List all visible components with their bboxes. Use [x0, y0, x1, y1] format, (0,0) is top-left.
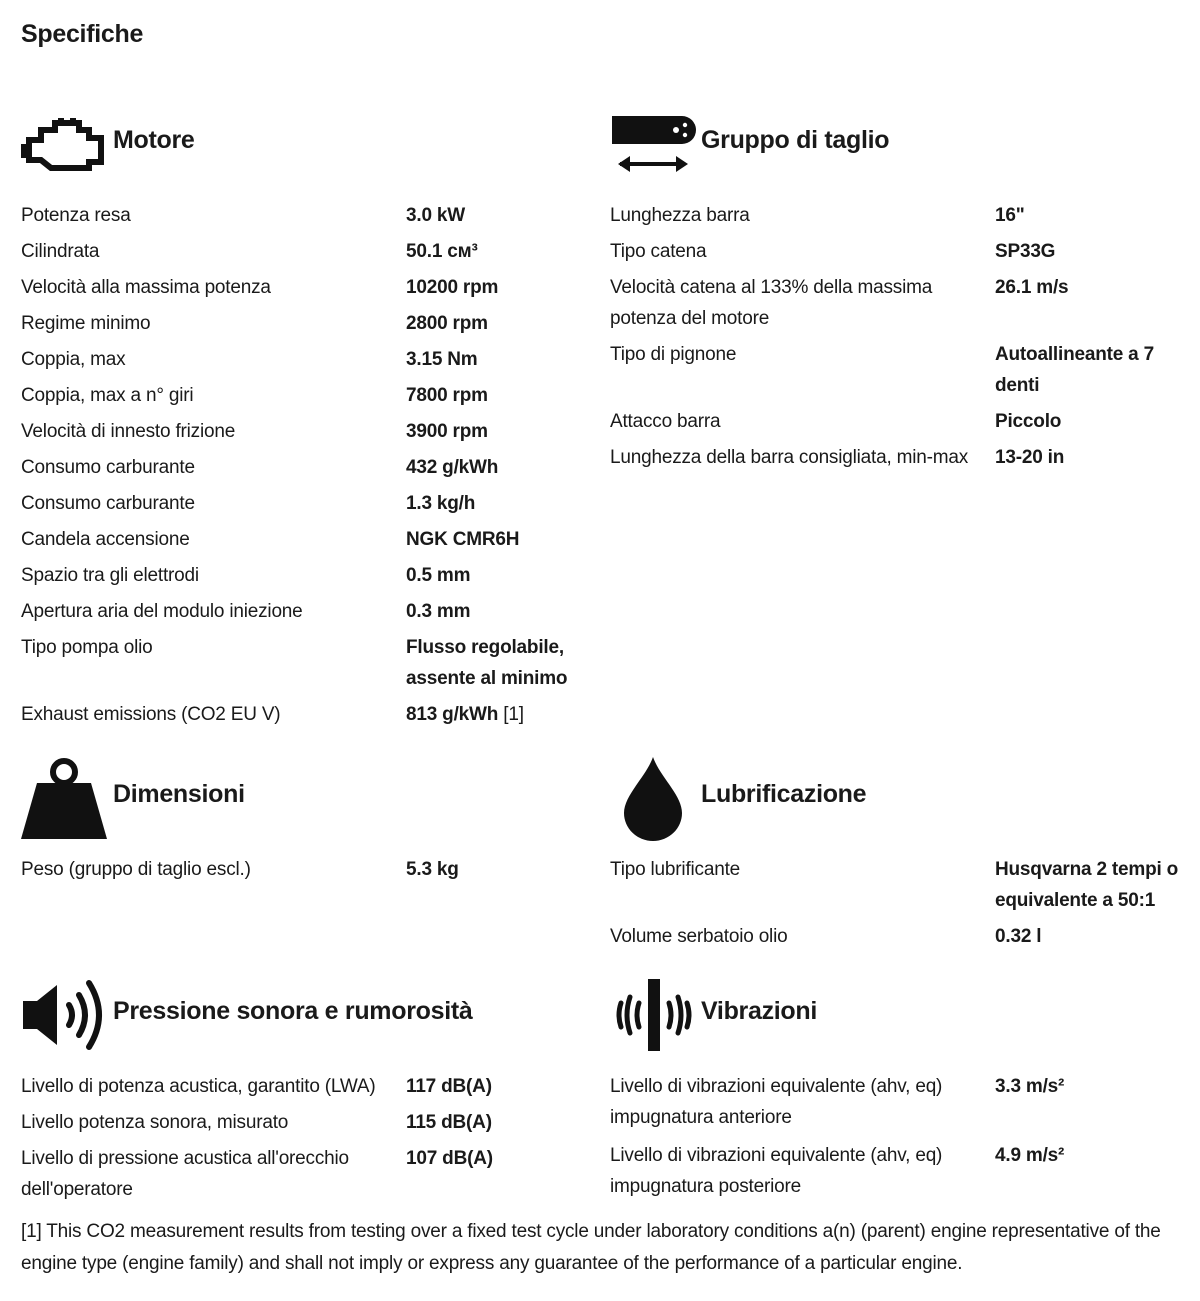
section-header-motore: [21, 110, 581, 200]
spec-row: [21, 488, 581, 524]
spec-row: [21, 452, 581, 488]
spec-value: 26.1 m/s: [995, 277, 1069, 298]
spec-value: NGK CMR6H: [406, 529, 520, 550]
spec-value: 115 dB(A): [406, 1112, 492, 1133]
spec-label: Cilindrata: [21, 241, 100, 262]
spec-value: 3.3 m/s²: [995, 1076, 1065, 1097]
spec-value: 50.1 см³: [406, 241, 478, 262]
spec-row: [21, 308, 581, 344]
spec-label: Consumo carburante: [21, 457, 195, 478]
spec-row: [610, 406, 1190, 442]
spec-row: [21, 524, 581, 560]
spec-row: [21, 236, 581, 272]
spec-row: [21, 272, 581, 308]
spec-row: [610, 921, 1190, 957]
section-title-motore: Motore: [113, 126, 195, 154]
spec-label: Velocità alla massima potenza: [21, 277, 271, 298]
spec-label: Lunghezza barra: [610, 205, 750, 226]
spec-label: Candela accensione: [21, 529, 190, 550]
spec-label: Lunghezza della barra consigliata, min-max: [610, 447, 969, 468]
spec-value: 16": [995, 205, 1025, 226]
page-title: Specifiche: [21, 20, 144, 48]
section-header-dimensioni: [21, 755, 581, 845]
oil-drop-icon: [622, 755, 684, 841]
spec-value: 0.3 mm: [406, 601, 471, 622]
spec-row: [21, 632, 581, 699]
spec-value: 13-20 in: [995, 447, 1065, 468]
spec-value: 3.15 Nm: [406, 349, 478, 370]
spec-label: Livello di vibrazioni equivalente (ahv, eq) impugnatura anteriore: [610, 1076, 943, 1128]
spec-label: Tipo lubrificante: [610, 859, 741, 880]
spec-row: [21, 200, 581, 236]
spec-label: Volume serbatoio olio: [610, 926, 788, 947]
chainsaw-bar-icon: [610, 114, 696, 176]
spec-value: Piccolo: [995, 411, 1062, 432]
spec-value-text: 813 g/kWh: [406, 704, 499, 725]
spec-label: Consumo carburante: [21, 493, 195, 514]
spec-label: Livello di vibrazioni equivalente (ahv, eq) impugnatura posteriore: [610, 1145, 943, 1197]
spec-label: Livello di pressione acustica all'orecchio dell'operatore: [21, 1148, 349, 1200]
spec-label: Peso (gruppo di taglio escl.): [21, 859, 251, 880]
spec-label: Velocità catena al 133% della massima potenza del motore: [610, 277, 933, 329]
spec-label: Coppia, max a n° giri: [21, 385, 194, 406]
spec-label: Tipo di pignone: [610, 344, 737, 365]
spec-value: 7800 rpm: [406, 385, 488, 406]
spec-value: 3.0 kW: [406, 205, 465, 226]
section-header-vibrazioni: [610, 975, 1190, 1065]
spec-label: Exhaust emissions (CO2 EU V): [21, 704, 281, 725]
spec-label: Tipo catena: [610, 241, 707, 262]
spec-row: [610, 272, 1190, 339]
spec-list-vibrazioni: [610, 1071, 1190, 1207]
section-title-gruppo-di-taglio: Gruppo di taglio: [701, 126, 890, 154]
section-title-dimensioni: Dimensioni: [113, 780, 245, 808]
spec-label: Tipo pompa olio: [21, 637, 153, 658]
spec-list-motore: [21, 200, 581, 735]
footnote-ref: [1]: [498, 704, 524, 725]
weight-icon: [21, 755, 109, 841]
spec-row: [21, 380, 581, 416]
spec-label: Livello di potenza acustica, garantito (LWA): [21, 1076, 376, 1097]
spec-value: 107 dB(A): [406, 1148, 493, 1169]
spec-row: [610, 442, 1190, 478]
spec-row: [21, 699, 581, 735]
spec-row: [21, 1071, 581, 1107]
spec-label: Apertura aria del modulo iniezione: [21, 601, 303, 622]
spec-label: Spazio tra gli elettrodi: [21, 565, 199, 586]
spec-label: Livello potenza sonora, misurato: [21, 1112, 289, 1133]
section-header-pressione-sonora: [21, 975, 581, 1065]
spec-value: 5.3 kg: [406, 859, 459, 880]
vibration-icon: [610, 977, 698, 1053]
spec-value: 2800 rpm: [406, 313, 488, 334]
spec-value: 432 g/kWh: [406, 457, 499, 478]
spec-label: Regime minimo: [21, 313, 151, 334]
spec-value: 10200 rpm: [406, 277, 499, 298]
spec-row: [21, 1107, 581, 1143]
spec-value: 3900 rpm: [406, 421, 488, 442]
footnote: [1] This CO2 measurement results from testing over a fixed test cycle under laboratory conditions a(n) (parent) engine representative of the engine type (engine family) and shall not imply or express any guarantee of the performance of a particular engine.: [21, 1221, 1161, 1274]
spec-value: Autoallineante a 7 denti: [995, 344, 1154, 396]
spec-row: [610, 200, 1190, 236]
spec-row: [21, 596, 581, 632]
spec-row: [21, 854, 581, 890]
spec-row: [610, 1140, 1190, 1207]
spec-list-pressione-sonora: [21, 1071, 581, 1210]
speaker-icon: [21, 977, 107, 1053]
spec-label: Attacco barra: [610, 411, 721, 432]
spec-row: [610, 854, 1190, 921]
engine-icon: [21, 116, 109, 178]
spec-value: 1.3 kg/h: [406, 493, 476, 514]
spec-value: 0.5 mm: [406, 565, 471, 586]
spec-value: 4.9 m/s²: [995, 1145, 1065, 1166]
spec-value: 117 dB(A): [406, 1076, 492, 1097]
spec-label: Potenza resa: [21, 205, 131, 226]
section-header-lubrificazione: [610, 755, 1190, 845]
spec-row: [21, 344, 581, 380]
section-title-vibrazioni: Vibrazioni: [701, 997, 818, 1025]
spec-row: [21, 416, 581, 452]
spec-list-gruppo-di-taglio: [610, 200, 1190, 478]
spec-row: [610, 236, 1190, 272]
spec-value: SP33G: [995, 241, 1056, 262]
spec-row: [610, 1071, 1190, 1140]
spec-row: [21, 1143, 581, 1210]
spec-value: Husqvarna 2 tempi o equivalente a 50:1: [995, 859, 1179, 911]
spec-label: Coppia, max: [21, 349, 126, 370]
section-header-gruppo-di-taglio: [610, 110, 1190, 200]
spec-value: 0.32 l: [995, 926, 1042, 947]
spec-value: [406, 699, 581, 730]
spec-row: [610, 339, 1190, 406]
spec-list-dimensioni: [21, 854, 581, 890]
section-title-pressione-sonora: Pressione sonora e rumorosità: [113, 997, 473, 1025]
spec-row: [21, 560, 581, 596]
spec-list-lubrificazione: [610, 854, 1190, 957]
section-title-lubrificazione: Lubrificazione: [701, 780, 867, 808]
spec-label: Velocità di innesto frizione: [21, 421, 236, 442]
spec-value: Flusso regolabile, assente al minimo: [406, 637, 568, 689]
